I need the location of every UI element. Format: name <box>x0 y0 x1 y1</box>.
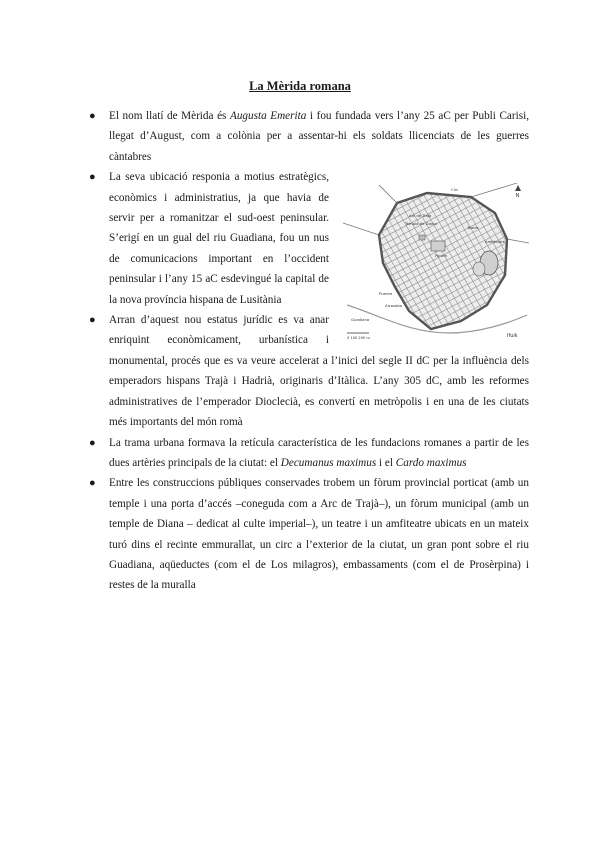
list-item <box>89 473 529 595</box>
map-label: Teatre <box>467 225 479 231</box>
paragraph-urban-grid: La trama urbana formava la retícula característica de les fundacions romanes a partir de les dues artèries principals de la ciutat: el Decumanus maximus i el Cardo maximus <box>109 436 529 469</box>
map-label: Circ <box>451 187 459 193</box>
page-title: La Mèrida romana <box>249 79 351 93</box>
map-label: Puente <box>379 291 393 297</box>
temple-shape <box>419 235 425 240</box>
map-label: Guadiana <box>351 317 370 323</box>
bullet-icon: ● <box>89 110 96 122</box>
paragraph-name-origin: El nom llatí de Mèrida és Augusta Emerita i fou fundada vers l’any 25 aC per Publi Carisi, llegat d’August, com a colònia per a assentar-hi els soldats llicenciats de les guerres càntabres <box>109 110 529 163</box>
bullet-icon: ● <box>89 314 96 327</box>
map-credit: Ifuik <box>507 333 518 340</box>
scale-label: 0 100 200 m <box>347 336 370 341</box>
bullet-icon: ● <box>89 436 96 449</box>
paragraph-status: Arran d’aquest nou estatus jurídic es va anar enriquint econòmicament, urbanística i monumental, procés que es va veure accelerat a l’inici del segle II dC per la influència dels emperadors hispans Trajà i Hadrià, originaris d’Itàlica. L’any 305 dC, amb les reformes administratives de l’emperador Dioclecià, es convertí en metròpolis i en una de les ciutats més importants del món romà <box>109 314 529 429</box>
paragraph-location: La seva ubicació responia a motius estratègics, econòmics i administratius, ja que havia de servir per a romanitzar el sud-oest peninsular. S’erigí en un gual del riu Guadiana, fou un nus de comunicacions important en l’occident peninsular i l’any 15 aC esdevingué la capital de la nova província hispana de Lusitània <box>109 171 329 306</box>
paragraph-constructions: Entre les construccions públiques conservades trobem un fòrum provincial porticat (amb un temple i una porta d’accés –coneguda com a Arc de Trajà–), un fòrum municipal (amb un temple de Diana – dedicat al culte imperial–), un teatre i un amfiteatre ubicats en un mateix turó dins el recinte emmurallat, un circ a l’exterior de la ciutat, un gran pont sobre el riu Guadiana, aqüeductes (com el de Los milagros), embassaments (com el de Prosèrpina) i restes de la muralla <box>109 477 529 592</box>
map-label: Amfiteatre <box>485 239 506 245</box>
map-label: Templo de Diana <box>405 221 437 227</box>
map-label: Arc de Trajà <box>409 213 432 219</box>
list-item <box>89 433 529 474</box>
bullet-list <box>89 106 529 596</box>
bullet-icon: ● <box>89 171 96 184</box>
list-item <box>89 167 529 341</box>
theatre-shape <box>473 262 485 276</box>
svg-text:N: N <box>515 193 520 200</box>
map-label: Forum <box>435 253 448 259</box>
map-label: Alcazaba <box>385 303 403 309</box>
forum-shape <box>431 241 445 251</box>
list-item <box>89 310 529 432</box>
list-item <box>89 106 529 167</box>
bullet-icon: ● <box>89 477 96 490</box>
